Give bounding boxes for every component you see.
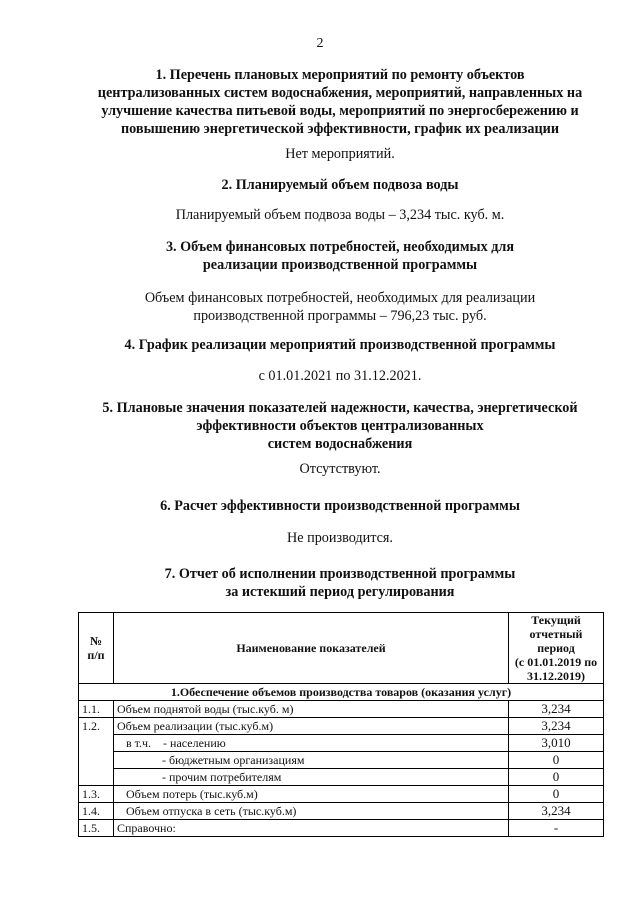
section-5-text: Отсутствуют.	[299, 461, 381, 477]
row-value: 0	[509, 752, 604, 769]
row-value: -	[509, 820, 604, 837]
row-value: 0	[509, 786, 604, 803]
section-3-heading: 3. Объем финансовых потребностей, необходимых для реализации производственной программы	[165, 239, 515, 273]
row-name: Объем реализации (тыс.куб.м)	[114, 718, 509, 735]
row-name: Объем потерь (тыс.куб.м)	[114, 786, 509, 803]
section-3-text: Объем финансовых потребностей, необходимых для реализации производственной программы – 796,23 тыс. руб.	[144, 290, 536, 324]
row-num	[79, 735, 114, 752]
table-row	[79, 701, 604, 718]
section-4-text: с 01.01.2021 по 31.12.2021.	[258, 368, 422, 384]
report-table	[78, 612, 604, 837]
header-period: Текущий отчетный период (с 01.01.2019 по 31.12.2019)	[509, 613, 604, 684]
section-6-heading: 6. Расчет эффективности производственной программы	[160, 498, 520, 514]
section-2-heading: 2. Планируемый объем подвоза воды	[221, 177, 459, 193]
table-row	[79, 735, 604, 752]
page-number: 2	[316, 36, 324, 51]
table-row	[79, 820, 604, 837]
row-name: Справочно:	[114, 820, 509, 837]
section-6-text: Не производится.	[287, 530, 393, 546]
table-section-title: 1.Обеспечение объемов производства товаров (оказания услуг)	[79, 684, 604, 701]
row-value: 3,234	[509, 803, 604, 820]
row-name: Объем отпуска в сеть (тыс.куб.м)	[114, 803, 509, 820]
row-num	[79, 769, 114, 786]
section-2-text: Планируемый объем подвоза воды – 3,234 тыс. куб. м.	[175, 207, 505, 223]
table-row	[79, 752, 604, 769]
section-1-heading: 1. Перечень плановых мероприятий по ремонту объектов централизованных систем водоснабжения, мероприятий, направленных на улучшение качества питьевой воды, мероприятий по энергосбережению и повышению энергетической эффективности, график их реализации	[97, 67, 583, 137]
row-num: 1.3.	[79, 786, 114, 803]
table-row	[79, 803, 604, 820]
table-row	[79, 769, 604, 786]
table-section-row	[79, 684, 604, 701]
row-name: в т.ч. - населению	[114, 735, 509, 752]
row-num: 1.4.	[79, 803, 114, 820]
section-4-heading: 4. График реализации мероприятий производственной программы	[124, 337, 556, 353]
row-num: 1.5.	[79, 820, 114, 837]
row-name: - бюджетным организациям	[114, 752, 509, 769]
header-name: Наименование показателей	[114, 613, 509, 684]
section-7-heading: 7. Отчет об исполнении производственной программы за истекший период регулирования	[164, 566, 516, 600]
table-header-row	[79, 613, 604, 684]
row-num: 1.1.	[79, 701, 114, 718]
row-value: 0	[509, 769, 604, 786]
row-value: 3,234	[509, 718, 604, 735]
row-num: 1.2.	[79, 718, 114, 735]
row-name: - прочим потребителям	[114, 769, 509, 786]
row-name: Объем поднятой воды (тыс.куб. м)	[114, 701, 509, 718]
section-5-heading: 5. Плановые значения показателей надежности, качества, энергетической эффективности объектов централизованных систем водоснабжения	[102, 400, 578, 452]
row-value: 3,234	[509, 701, 604, 718]
row-value: 3,010	[509, 735, 604, 752]
row-num	[79, 752, 114, 769]
header-num: № п/п	[79, 613, 114, 684]
table-row	[79, 786, 604, 803]
table-row	[79, 718, 604, 735]
section-1-text: Нет мероприятий.	[285, 146, 395, 162]
